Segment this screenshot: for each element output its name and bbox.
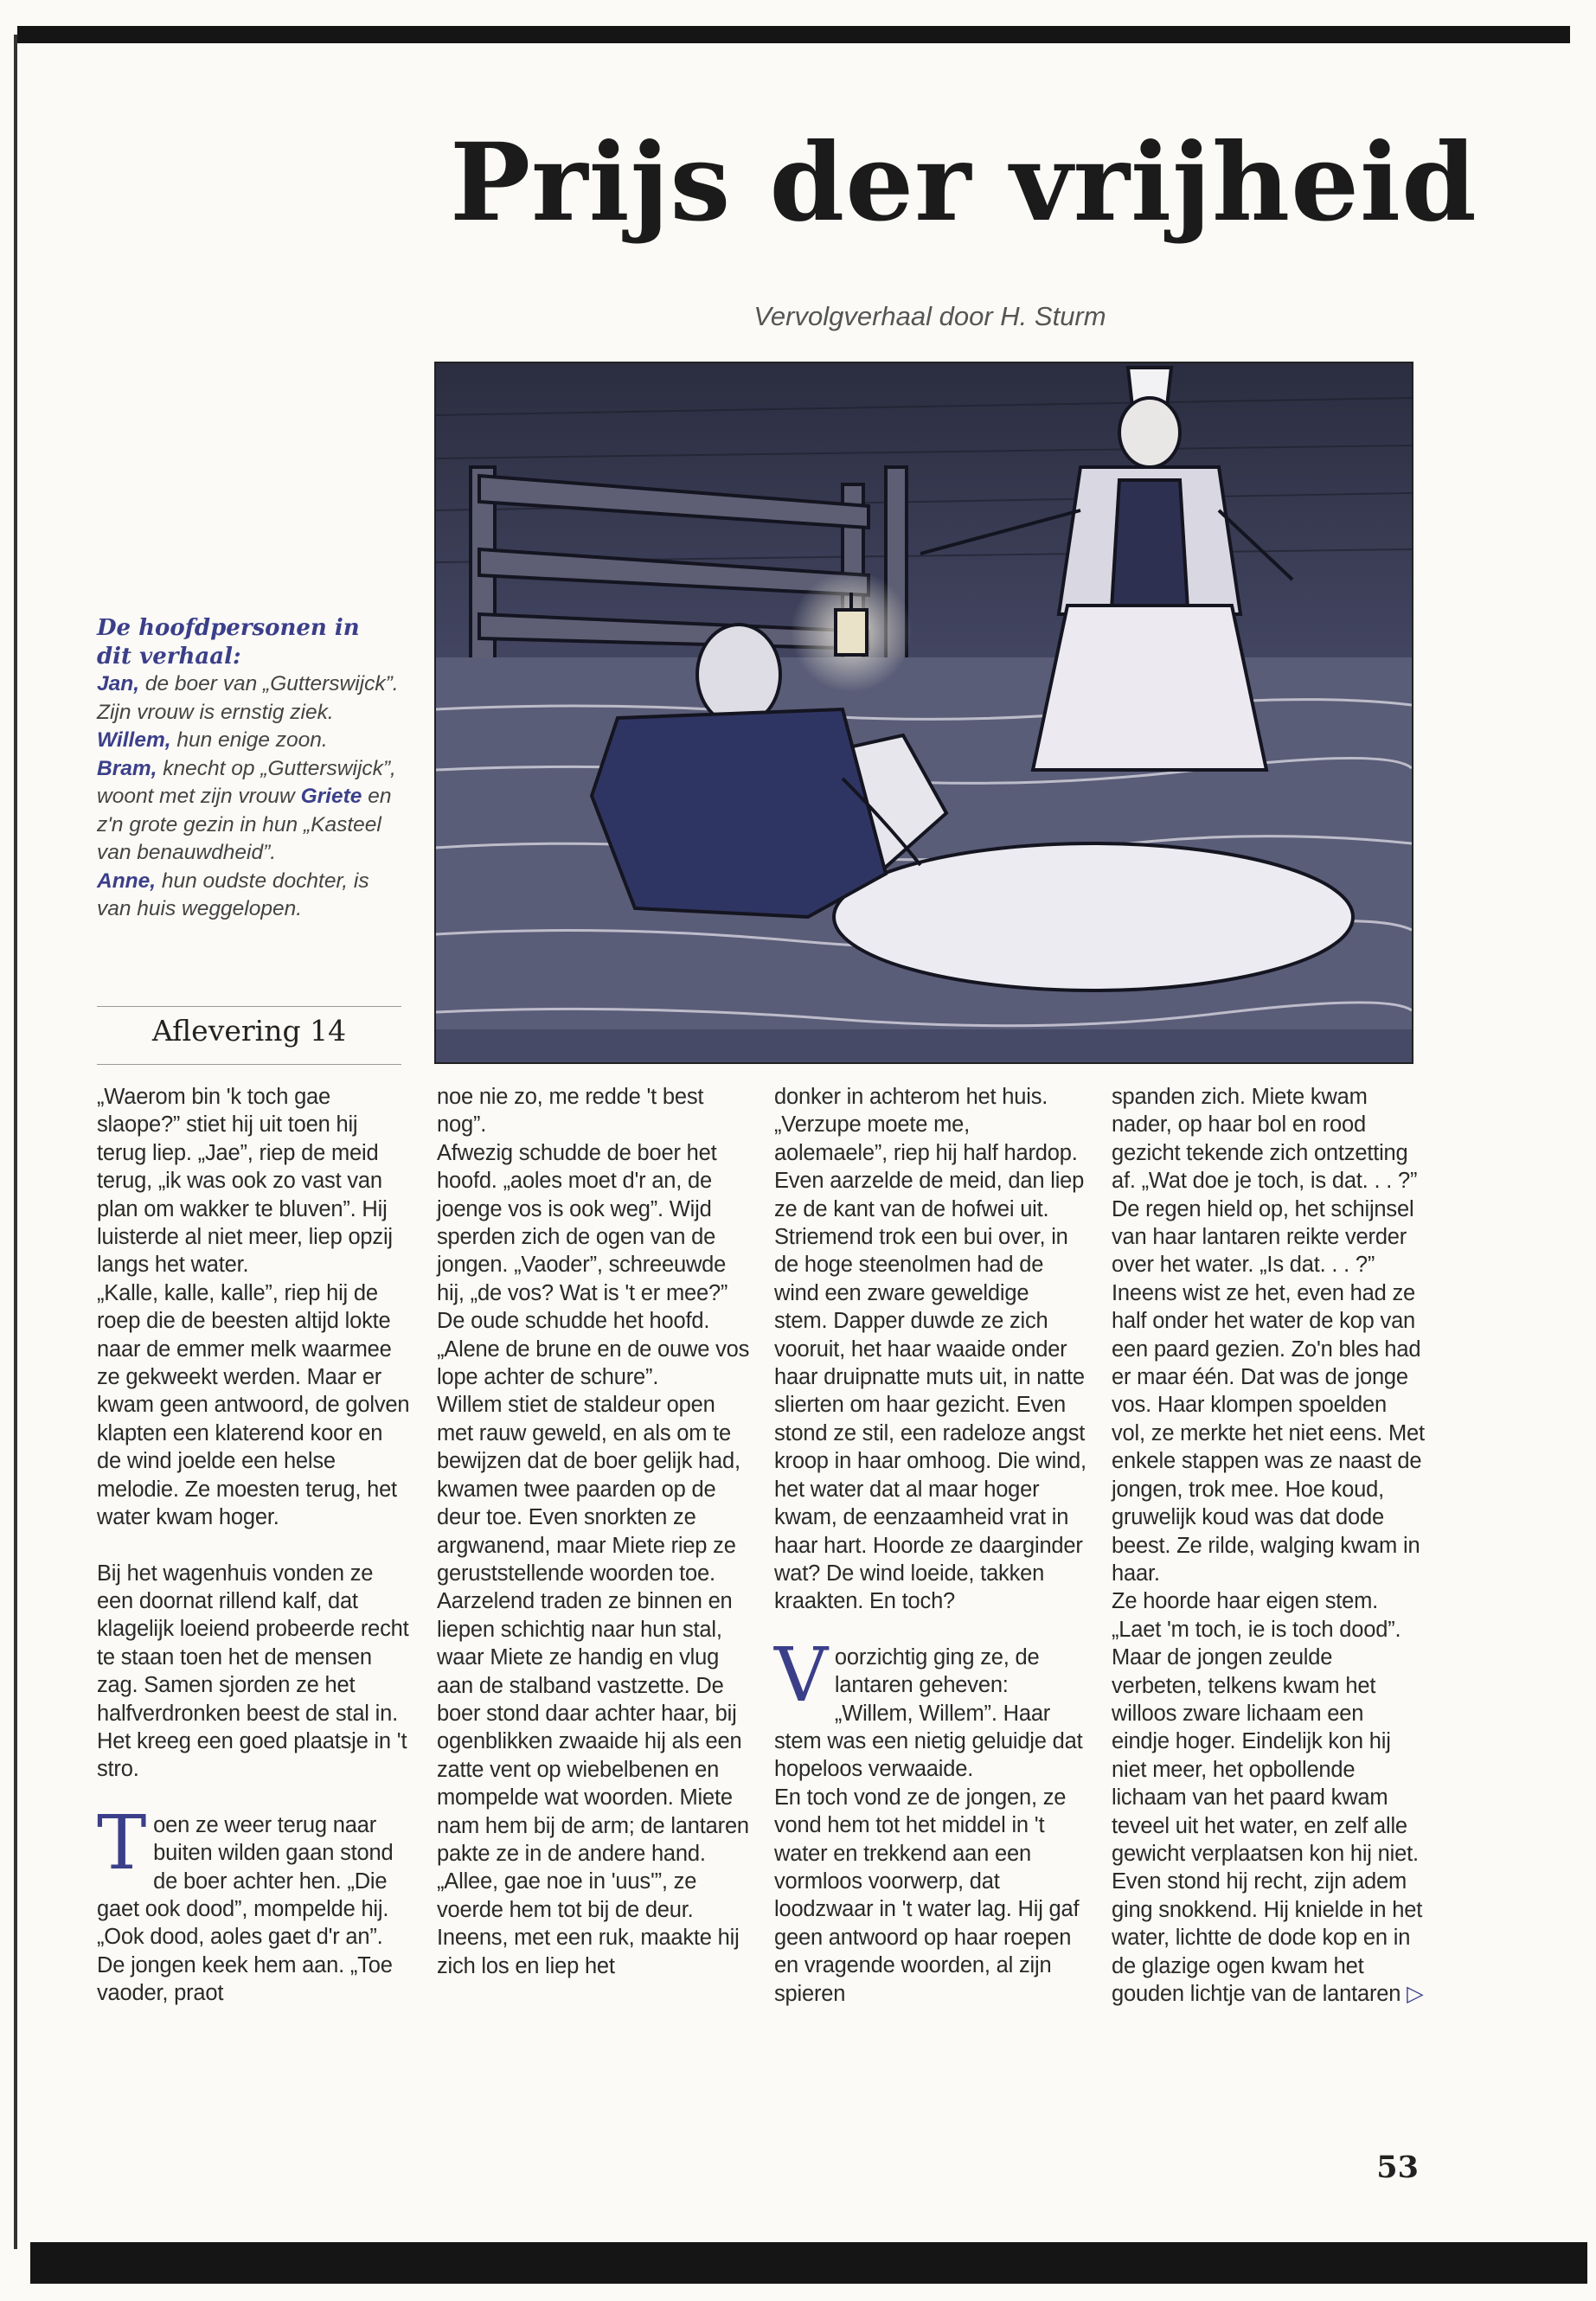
top-border-bar: [17, 26, 1570, 43]
article-title: Prijs der vrijheid: [450, 120, 1477, 246]
character-name: Jan,: [97, 672, 140, 695]
character-bram: [97, 755, 400, 868]
text-column-1: [97, 1083, 410, 2008]
bottom-border-bar: [30, 2242, 1587, 2284]
paragraph-with-dropcap: [97, 1799, 410, 2008]
paragraph: noe nie zo, me redde 't best nog”.: [437, 1085, 704, 1138]
paragraph: spanden zich. Miete kwam nader, op haar bol en rood gezicht tekende zich ontzetting af. „Wat doe je toch, is dat. . . ?” De regen hield op, het schijnsel van haar lantaren reikte verder over het water. „Is dat. . . ?” Ineens wist ze het, even had ze half onder het water de kop van een paard gezien. Zo'n bles had er maar één. Dat was de jonge vos. Haar klompen spoelden vol, ze merkte het niet eens. Met enkele stappen was ze naast de jongen, trok mee. Hoe koud, gruwelijk koud was dat dode beest. Ze rilde, walging kwam in haar.: [1112, 1085, 1425, 1586]
character-name: Bram,: [97, 756, 157, 780]
illustration-flood-scene: [434, 362, 1413, 1064]
text-column-3: [774, 1083, 1087, 2008]
paragraph-text: Ze hoorde haar eigen stem. „Laet 'm toch, ie is toch dood”. Maar de jongen zeulde verbeten, telkens kwam het willoos zware lichaam een eindje hoger. Eindelijk kon hij niet meer, het opbollende lichaam van het paard kwam teveel uit het water, en zelf alle gewicht verplaatsen kon hij niet. Even stond hij recht, zijn adem ging snokkend. Hij knielde in het water, lichtte de dode kop en in de glazige ogen kwam het gouden lichtje van de lantaren: [1112, 1589, 1423, 2006]
paragraph: Bij het wagenhuis vonden ze een doornat rillend kalf, dat klagelijk loeiend probeerde recht te staan toen het de mensen zag. Samen sjorden ze het halfverdronken beest de stal in. Het kreeg een goed plaatsje in 't stro.: [97, 1561, 409, 1782]
character-name: Anne,: [97, 868, 157, 893]
paragraph-text: oorzichtig ging ze, de lantaren geheven: „Willem, Willem”. Haar stem was een nietig geluidje dat hopeloos verwaaide.: [774, 1644, 1083, 1782]
paragraph: „Verzupe moete me, aolemaele”, riep hij half hardop. Even aarzelde de meid, dan liep ze de kant van de hofwei uit. Striemend trok een bui over, in de hoge steenolmen had de wind een zware geweldige stem. Dapper duwde ze zich vooruit, het haar waaide onder haar druipnatte muts uit, in natte slierten om haar gezicht. Even stond ze stil, een radeloze angst kroop in haar omhoog. Die wind, het water dat al maar hoger kwam, de eenzaamheid vrat in haar hart. Hoorde ze daarginder wat? De wind loeide, takken kraakten. En toch?: [774, 1112, 1086, 1614]
text-column-2: [437, 1083, 750, 1980]
episode-rule-top: [97, 1006, 401, 1007]
character-name: Griete: [300, 785, 362, 808]
text-column-4: [1112, 1083, 1425, 2008]
episode-rule-bottom: [97, 1064, 401, 1065]
paragraph-text: oen ze weer terug naar buiten wilden gaan stond de boer achter hen. „Die gaet ook dood”, mompelde hij. „Ook dood, aoles gaet d'r an”. De jongen keek hem aan. „Toe vaoder, praot: [97, 1812, 394, 2006]
paragraph-with-dropcap: [774, 1631, 1087, 1784]
paragraph: Willem stiet de staldeur open met rauw geweld, en als om te bewijzen dat de boer gelijk had, kwamen twee paarden op de deur toe. Even snorkten ze argwanend, maar Miete riep ze geruststellende woorden toe. Aarzelend traden ze binnen en liepen schichtig naar hun stal, waar Miete ze handig en vlug aan de stalband vastzette. De boer stond daar achter haar, bij ogenblikken zwaaide hij als een zatte vent op wiebelbenen en mompelde wat woorden. Miete nam hem bij de arm; de lantaren pakte ze in de andere hand.: [437, 1393, 749, 1866]
continue-arrow-icon: ▷: [1407, 1982, 1424, 2006]
character-description: knecht op „Gutterswijck”, woont met zijn vrouw: [97, 756, 396, 808]
character-jan: [97, 670, 400, 727]
paragraph: „Waerom bin 'k toch gae slaope?” stiet hij uit toen hij terug liep. „Jae”, riep de meid terug, „ik was ook zo vast van plan om wakker te bluven”. Hij luisterde al niet meer, liep opzij langs het water.: [97, 1085, 393, 1278]
character-name: Willem,: [97, 728, 171, 752]
paragraph: En toch vond ze de jongen, ze vond hem tot het middel in 't water en trekkend aan een vormloos voorwerp, dat loodzwaar in 't water lag. Hij gaf geen antwoord op haar roepen en vragende woorden, al zijn spieren: [774, 1785, 1080, 2006]
paragraph: Afwezig schudde de boer het hoofd. „aoles moet d'r an, de joenge vos is ook weg”. Wijd sperden zich de ogen van de jongen. „Vaoder”, schreeuwde hij, „de vos? Wat is 't er mee?”: [437, 1140, 728, 1305]
paragraph: donker in achterom het huis.: [774, 1085, 1048, 1109]
paragraph: [1112, 1587, 1425, 2008]
character-description: hun oudste dochter, is van huis weggelopen.: [97, 868, 369, 920]
drop-cap: T: [97, 1799, 147, 1887]
episode-label: Aflevering 14: [151, 1014, 347, 1048]
sidebar-heading: De hoofdpersonen in dit verhaal:: [97, 615, 360, 670]
drop-cap: V: [774, 1631, 828, 1719]
characters-sidebar: [97, 614, 400, 924]
character-anne: [97, 868, 400, 924]
character-description: hun enige zoon.: [176, 728, 328, 752]
left-edge-rule: [14, 35, 17, 2249]
page-number: 53: [1376, 2150, 1419, 2185]
illustration-drawing: [436, 363, 1412, 1062]
article-subtitle: Vervolgverhaal door H. Sturm: [753, 301, 1106, 331]
character-willem: [97, 727, 400, 755]
paragraph: De oude schudde het hoofd. „Alene de brune en de ouwe vos lope achter de schure”.: [437, 1309, 750, 1390]
character-description: de boer van „Gutterswijck”. Zijn vrouw is ernstig ziek.: [97, 672, 399, 724]
paragraph: „Allee, gae noe in 'uus'”, ze voerde hem tot bij de deur. Ineens, met een ruk, maakte hij zich los en liep het: [437, 1869, 740, 1978]
paragraph: „Kalle, kalle, kalle”, riep hij de roep die de beesten altijd lokte naar de emmer melk waarmee ze gekweekt werden. Maar er kwam geen antwoord, de golven klapten een klaterend koor en de wind joelde een helse melodie. Ze moesten terug, het water kwam hoger.: [97, 1280, 410, 1530]
character-description: en z'n grote gezin in hun „Kasteel van benauwdheid”.: [97, 785, 392, 864]
